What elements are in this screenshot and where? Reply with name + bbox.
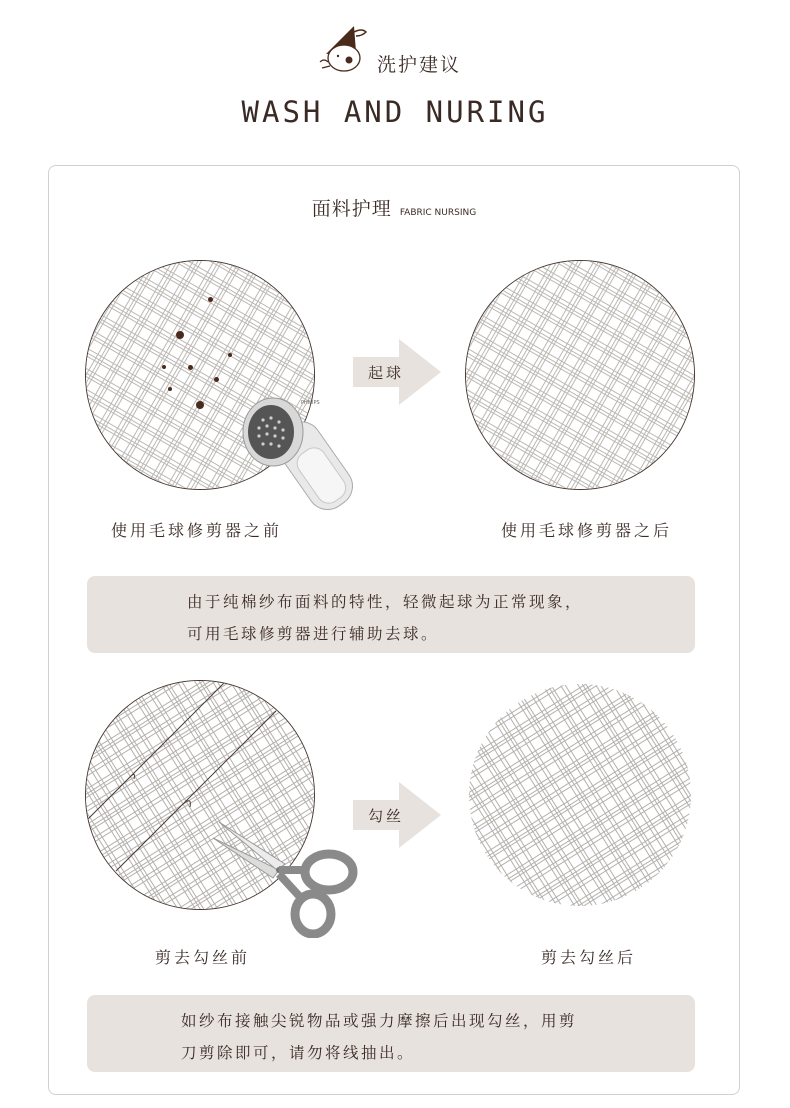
gnome-hat-logo-icon xyxy=(316,22,374,80)
arrow-label-snag: 勾丝 xyxy=(368,807,405,825)
caption-before-snag-trim: 剪去勾丝前 xyxy=(155,948,251,967)
snag-note xyxy=(87,995,695,1072)
fabric-pill xyxy=(168,387,172,391)
caption-before-lint-removal: 使用毛球修剪器之前 xyxy=(111,521,283,540)
section-title-cn: 洗护建议 xyxy=(377,54,462,76)
card-title-cn: 面料护理 xyxy=(311,198,392,220)
note-line: 如纱布接触尖锐物品或强力摩擦后出现勾丝，用剪 xyxy=(181,1012,578,1030)
scissors-icon xyxy=(209,818,359,938)
pilling-note xyxy=(87,576,695,653)
caption-after-snag-trim: 剪去勾丝后 xyxy=(541,948,637,967)
arrow-label-pilling: 起球 xyxy=(368,364,405,382)
note-line: 由于纯棉纱布面料的特性，轻微起球为正常现象， xyxy=(187,593,584,611)
fabric-after-lint-removal xyxy=(465,260,695,490)
fabric-pill xyxy=(176,331,184,339)
card-title-en: FABRIC NURSING xyxy=(399,208,477,218)
fabric-pill xyxy=(162,365,166,369)
fabric-pill xyxy=(208,297,213,302)
note-line: 刀剪除即可，请勿将线抽出。 xyxy=(181,1044,416,1062)
fabric-pill xyxy=(196,401,204,409)
fabric-pill xyxy=(188,365,193,370)
fabric-after-snag-trim xyxy=(469,684,691,906)
caption-after-lint-removal: 使用毛球修剪器之后 xyxy=(501,521,673,540)
fabric-pill xyxy=(228,353,232,357)
fabric-care-card xyxy=(48,165,740,1095)
page-header xyxy=(0,0,790,160)
card-title xyxy=(49,194,739,221)
section-title-en: WASH AND NURING xyxy=(241,95,549,129)
device-brand-label: PHILIPS xyxy=(301,400,320,406)
lint-remover-icon xyxy=(241,392,371,522)
fabric-pill xyxy=(214,377,219,382)
note-line: 可用毛球修剪器进行辅助去球。 xyxy=(187,625,440,643)
